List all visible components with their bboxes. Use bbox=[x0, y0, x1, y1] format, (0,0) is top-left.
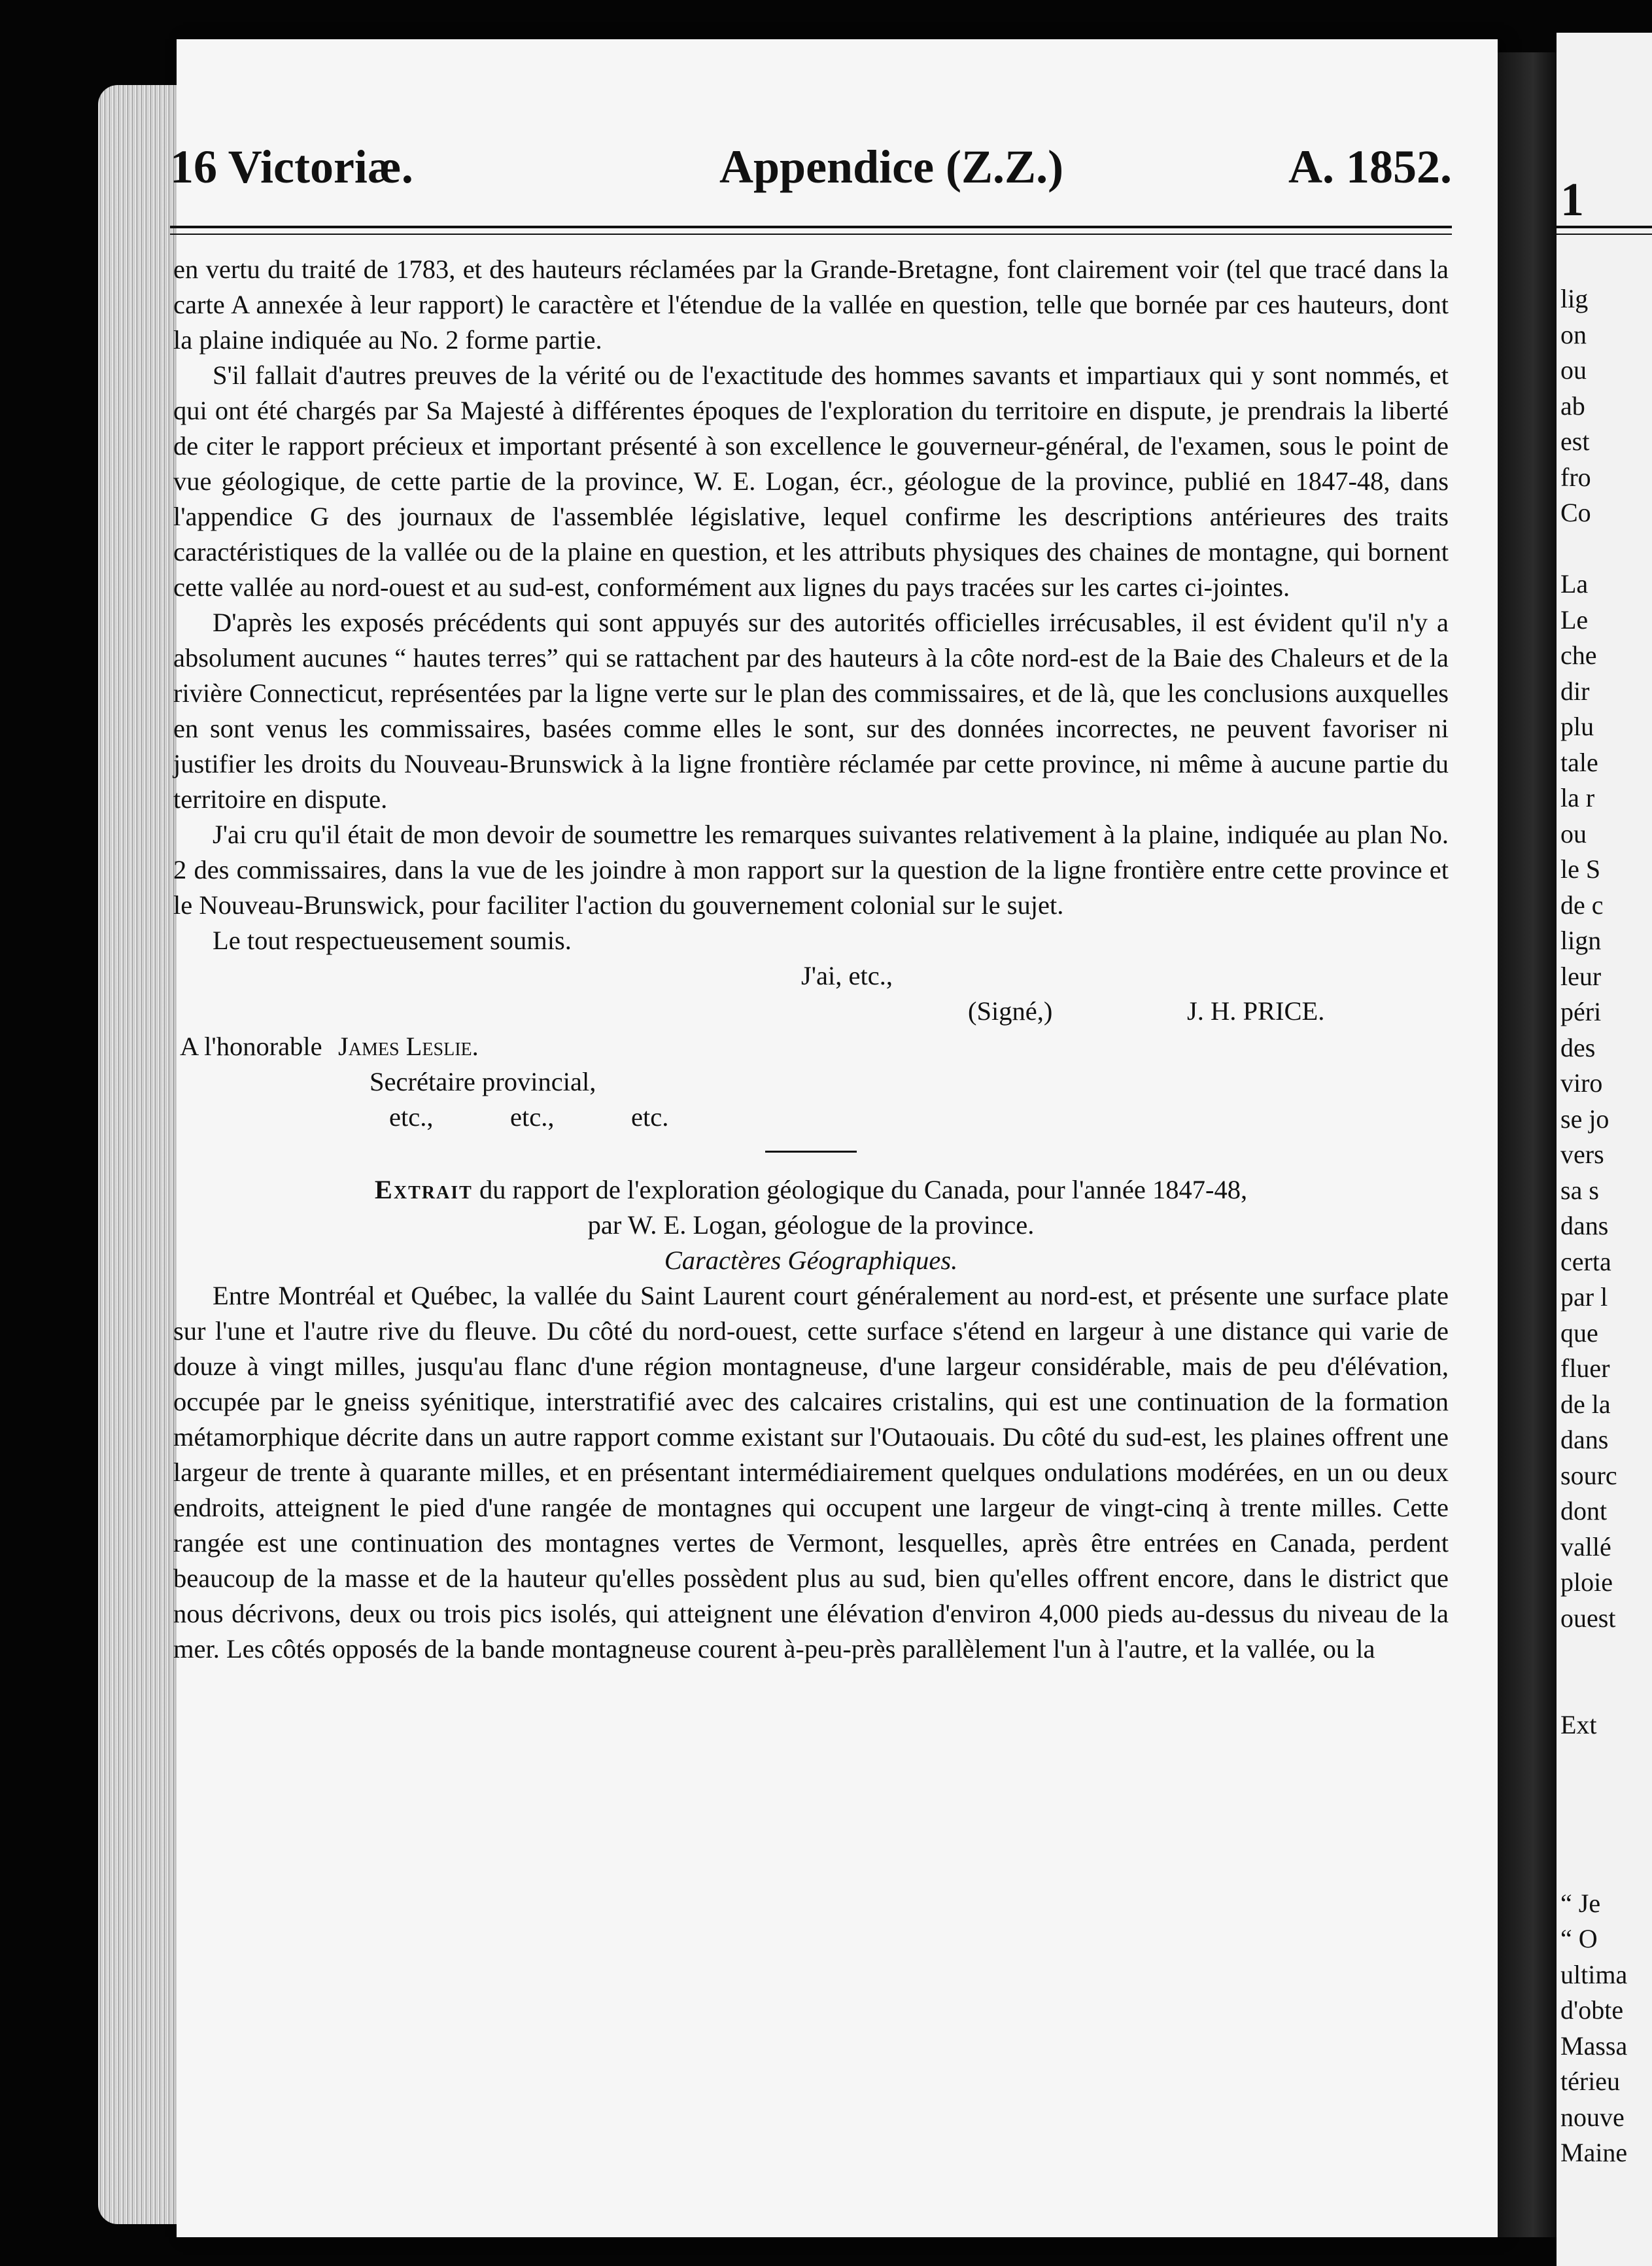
extract-title-line2: par W. E. Logan, géologue de la province. bbox=[587, 1210, 1035, 1240]
addressee-line-2 bbox=[173, 1064, 1449, 1100]
adjacent-line-fragment: fro bbox=[1560, 462, 1591, 492]
paragraph: J'ai cru qu'il était de mon devoir de soumettre les remarques suivantes relativement à la plaine, indiquée au plan No. 2 des commissaires, dans la vue de les joindre à mon rapport sur la question de la ligne frontière entre cette province et le Nouveau-Brunswick, pour faciliter l'action du gouvernement colonial sur le sujet. bbox=[173, 820, 1449, 920]
jai-etc: J'ai, etc., bbox=[801, 961, 893, 990]
adjacent-line-fragment: nouve bbox=[1560, 2102, 1625, 2132]
adjacent-line-fragment: dir bbox=[1560, 676, 1590, 706]
adjacent-line-fragment bbox=[1560, 531, 1627, 567]
adjacent-line-fragment: dans bbox=[1560, 1425, 1609, 1454]
adjacent-line-fragment: vers bbox=[1560, 1140, 1604, 1169]
adjacent-line-fragment: ou bbox=[1560, 818, 1587, 848]
adjacent-line-fragment: lig bbox=[1560, 284, 1589, 313]
header-rule-thick bbox=[170, 226, 1452, 228]
addressee-prefix: A l'honorable bbox=[180, 1032, 322, 1061]
adjacent-line-fragment: par l bbox=[1560, 1282, 1608, 1312]
adjacent-line-fragment: leur bbox=[1560, 961, 1602, 991]
adjacent-line-fragment: se jo bbox=[1560, 1104, 1609, 1134]
adjacent-line-fragment: Massa bbox=[1560, 2031, 1628, 2061]
adjacent-line-fragment: Co bbox=[1560, 498, 1591, 527]
adjacent-line-fragment bbox=[1560, 1743, 1627, 1779]
signer-name: J. H. PRICE. bbox=[1187, 996, 1325, 1026]
adjacent-line-fragment: tale bbox=[1560, 747, 1598, 777]
paragraph-continued: en vertu du traité de 1783, et des hauteurs réclamées par la Grande-Bretagne, font clairement voir (tel que tracé dans la carte A annexée à leur rapport) le caractère et l'étendue de la vallée en question, telle que bornée par ces hauteurs, dont la plaine indiquée au No. 2 forme partie. bbox=[173, 254, 1449, 355]
adjacent-line-fragment: d'obte bbox=[1560, 1995, 1624, 2025]
signature-line-1 bbox=[173, 958, 1449, 994]
addressee-line-3 bbox=[173, 1100, 1449, 1135]
adjacent-line-fragment bbox=[1560, 1850, 1627, 1886]
extract-subtitle: Caractères Géographiques. bbox=[664, 1246, 958, 1275]
adjacent-line-fragment: Le bbox=[1560, 604, 1589, 635]
adjacent-page-fragment bbox=[1557, 33, 1652, 2266]
adjacent-line-fragment: viro bbox=[1560, 1068, 1603, 1098]
adjacent-line-fragment bbox=[1560, 1779, 1627, 1815]
section-divider bbox=[765, 1151, 857, 1153]
adjacent-line-fragment: la r bbox=[1560, 783, 1595, 812]
adjacent-line-fragment: péri bbox=[1560, 997, 1602, 1026]
adjacent-line-fragment: on bbox=[1560, 319, 1587, 349]
page-body bbox=[173, 252, 1449, 1667]
adjacent-line-fragment: plu bbox=[1560, 712, 1594, 741]
book-gutter bbox=[1498, 52, 1557, 2237]
paragraph: D'après les exposés précédents qui sont appuyés sur des autorités officielles irrécusables, il est évident qu'il n'y a absolument aucunes “ hautes terres” qui se rattachent par des hauteurs à la côte nord-est de la Baie des Chaleurs et de la rivière Connecticut, représentées par la ligne verte sur le plan des commissaires, et de là, que les conclusions auxquelles en sont venus les commissaires, basées comme elles le sont, sur des données incorrectes, ne peuvent favoriser ni justifier les droits du Nouveau-Brunswick à la ligne frontière réclamée par cette province, ni même à aucune partie du territoire en dispute. bbox=[173, 608, 1449, 814]
header-regnal-year: 16 Victoriæ. bbox=[170, 141, 413, 193]
extract-title-rest: du rapport de l'exploration géologique du Canada, pour l'année 1847-48, bbox=[479, 1175, 1248, 1204]
adjacent-line-fragment: ultima bbox=[1560, 1959, 1628, 1989]
adjacent-line-fragment: La bbox=[1560, 569, 1589, 599]
adjacent-line-fragment: sourc bbox=[1560, 1460, 1617, 1490]
adjacent-line-fragment: des bbox=[1560, 1032, 1596, 1062]
adjacent-line-fragment bbox=[1560, 1672, 1627, 1708]
paragraph: S'il fallait d'autres preuves de la vérité ou de l'exactitude des hommes savants et impartiaux qui y sont nommés, et qui ont été chargés par Sa Majesté à différentes époques de l'exploration du territoire en dispute, je prendrais la liberté de citer le rapport précieux et important présenté à son excellence le gouverneur-général, de l'examen, sous le point de vue géologique, de cette partie de la province, W. E. Logan, écr., géologue de la province, publié en 1847-48, dans l'appendice G des journaux de l'assemblée législative, lequel confirme les descriptions antérieures des traits caractéristiques de la vallée ou de la plaine en question, et les attributs physiques des chaines de montagne, qui bornent cette vallée au nord-ouest et au sud-est, conformément aux lignes du pays tracées sur les cartes ci-jointes. bbox=[173, 360, 1449, 602]
adjacent-line-fragment bbox=[1560, 1815, 1627, 1851]
adjacent-line-fragment: dont bbox=[1560, 1496, 1608, 1525]
adjacent-line-fragment: de la bbox=[1560, 1389, 1611, 1419]
adjacent-rule-thin bbox=[1557, 234, 1652, 235]
extract-lead: Extrait bbox=[374, 1175, 473, 1204]
etc-2: etc., bbox=[510, 1102, 555, 1132]
adjacent-line-fragment: que bbox=[1560, 1317, 1598, 1348]
signature-line-2 bbox=[173, 994, 1449, 1029]
adjacent-line-fragment: Ext bbox=[1560, 1710, 1597, 1739]
header-appendix: Appendice (Z.Z.) bbox=[719, 141, 1064, 193]
adjacent-line-fragment: dans bbox=[1560, 1211, 1609, 1240]
adjacent-line-fragment bbox=[1560, 1636, 1627, 1672]
addressee-line-1 bbox=[173, 1029, 1449, 1064]
etc-1: etc., bbox=[389, 1102, 434, 1132]
adjacent-line-fragment: ab bbox=[1560, 391, 1585, 421]
adjacent-line-fragment: sa s bbox=[1560, 1175, 1599, 1205]
adjacent-line-fragment: lign bbox=[1560, 926, 1602, 955]
adjacent-line-fragment: térieu bbox=[1560, 2066, 1621, 2096]
extract-title bbox=[173, 1172, 1449, 1208]
adjacent-line-fragment: vallé bbox=[1560, 1531, 1611, 1561]
adjacent-line-fragment: le S bbox=[1560, 854, 1601, 884]
adjacent-line-fragment: fluer bbox=[1560, 1353, 1610, 1383]
adjacent-line-fragment: ou bbox=[1560, 355, 1587, 385]
adjacent-line-fragment: de c bbox=[1560, 890, 1604, 920]
header-rule-thin bbox=[170, 234, 1452, 235]
etc-3: etc. bbox=[631, 1102, 669, 1132]
header-year: A. 1852. bbox=[1288, 141, 1452, 193]
addressee-title: Secrétaire provincial, bbox=[370, 1067, 596, 1096]
adjacent-line-fragment: est bbox=[1560, 427, 1590, 456]
running-header bbox=[170, 137, 1452, 196]
extract-paragraph: Entre Montréal et Québec, la vallée du Saint Laurent court généralement au nord-est, et présente une surface plate sur l'une et l'autre rive du fleuve. Du côté du nord-ouest, cette surface s'étend en largeur à une distance qui varie de douze à vingt milles, jusqu'au flanc d'une région montagneuse, d'une largeur considérable, mais de peu d'élévation, occupée par le gneiss syénitique, interstratifié avec des calcaires cristalins, qui est une continuation de la formation métamorphique décrite dans un autre rapport comme existant sur l'Outaouais. Du côté du sud-est, les plaines offrent une largeur de trente à quarante milles, et en présentant intermédiairement quelques ondulations modérées, en un ou deux endroits, atteignent le pied d'une rangée de montagnes qui occupent une largeur de vingt-cinq à trente milles. Cette rangée est une continuation des montagnes vertes de Vermont, lesquelles, après être entrées en Canada, perdent beaucoup de la masse et de la hauteur qu'elles possèdent plus au sud, bien qu'elles offrent encore, dans le district que nous décrivons, deux ou trois pics isolés, qui atteignent une élévation d'environ 4,000 pieds au-dessus du niveau de la mer. Les côtés opposés de la bande montagneuse courent à-peu-près parallèlement l'un à l'autre, et la vallée, ou la bbox=[173, 1281, 1449, 1664]
addressee-name: James Leslie. bbox=[338, 1032, 479, 1061]
closing-line: Le tout respectueusement soumis. bbox=[213, 926, 572, 955]
adjacent-line-fragment: ouest bbox=[1560, 1603, 1616, 1633]
adjacent-page-text bbox=[1560, 281, 1627, 2171]
adjacent-page-header: 1 bbox=[1560, 173, 1584, 226]
adjacent-line-fragment: ploie bbox=[1560, 1567, 1613, 1597]
signe-label: (Signé,) bbox=[968, 996, 1053, 1026]
adjacent-line-fragment: che bbox=[1560, 640, 1597, 670]
adjacent-line-fragment: “ Je bbox=[1560, 1888, 1601, 1918]
adjacent-line-fragment: “ O bbox=[1560, 1924, 1598, 1953]
adjacent-line-fragment: Maine bbox=[1560, 2138, 1628, 2167]
adjacent-line-fragment: certa bbox=[1560, 1246, 1611, 1276]
adjacent-rule-thick bbox=[1557, 226, 1652, 228]
